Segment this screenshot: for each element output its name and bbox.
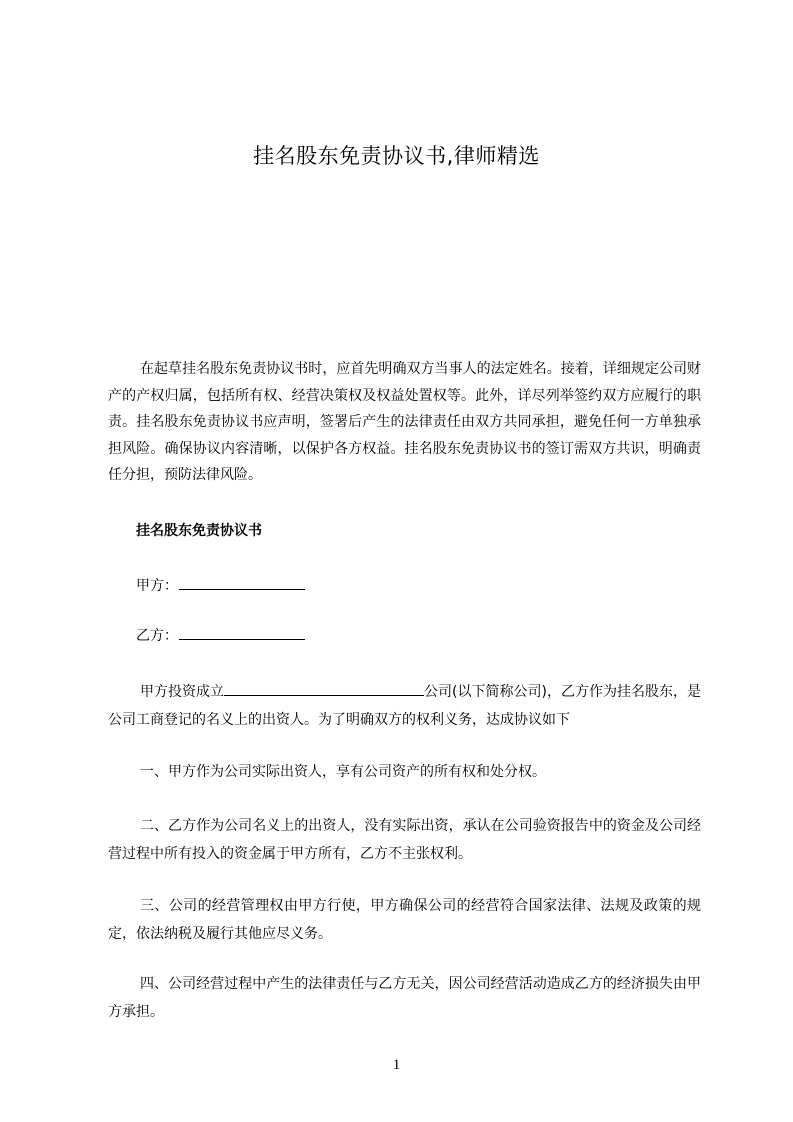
party-b-blank [179,625,305,640]
company-name-blank [224,681,424,696]
party-b-line [136,625,305,647]
document-title: 挂名股东免责协议书,律师精选 [253,144,540,168]
agreement-heading: 挂名股东免责协议书 [136,523,262,539]
clause-3: 三、公司的经营管理权由甲方行使，甲方确保公司的经营符合国家法律、法规及政策的规定，依法纳税及履行其他应尽义务。 [108,898,701,942]
intro-paragraph: 在起草挂名股东免责协议书时，应首先明确双方当事人的法定姓名。接着，详细规定公司财产的产权归属，包括所有权、经营决策权及权益处置权等。此外，详尽列举签约双方应履行的职责。挂名股东免责协议书应声明，签署后产生的法律责任由双方共同承担，避免任何一方单独承担风险。确保协议内容清晰，以保护各方权益。挂名股东免责协议书的签订需双方共识，明确责任分担，预防法律风险。 [108,361,701,483]
clause-preamble [108,678,701,734]
party-b-label: 乙方： [136,628,178,644]
clause-1: 一、甲方作为公司实际出资人，享有公司资产的所有权和处分权。 [140,764,546,780]
page-number: 1 [392,1057,401,1073]
clause-preamble-after: 公司(以下简称公司)，乙方作为挂名股东，是公司工商登记的名义上的出资人。为了明确双方的权利义务，达成协议如下 [108,684,701,728]
clause-2: 二、乙方作为公司名义上的出资人，没有实际出资，承认在公司验资报告中的资金及公司经营过程中所有投入的资金属于甲方所有，乙方不主张权利。 [108,818,701,862]
party-a-label: 甲方： [136,578,178,594]
party-a-blank [179,575,305,590]
party-a-line [136,575,305,597]
clause-preamble-before: 甲方投资成立 [140,684,225,700]
clause-4: 四、公司经营过程中产生的法律责任与乙方无关，因公司经营活动造成乙方的经济损失由甲方承担。 [108,976,701,1020]
